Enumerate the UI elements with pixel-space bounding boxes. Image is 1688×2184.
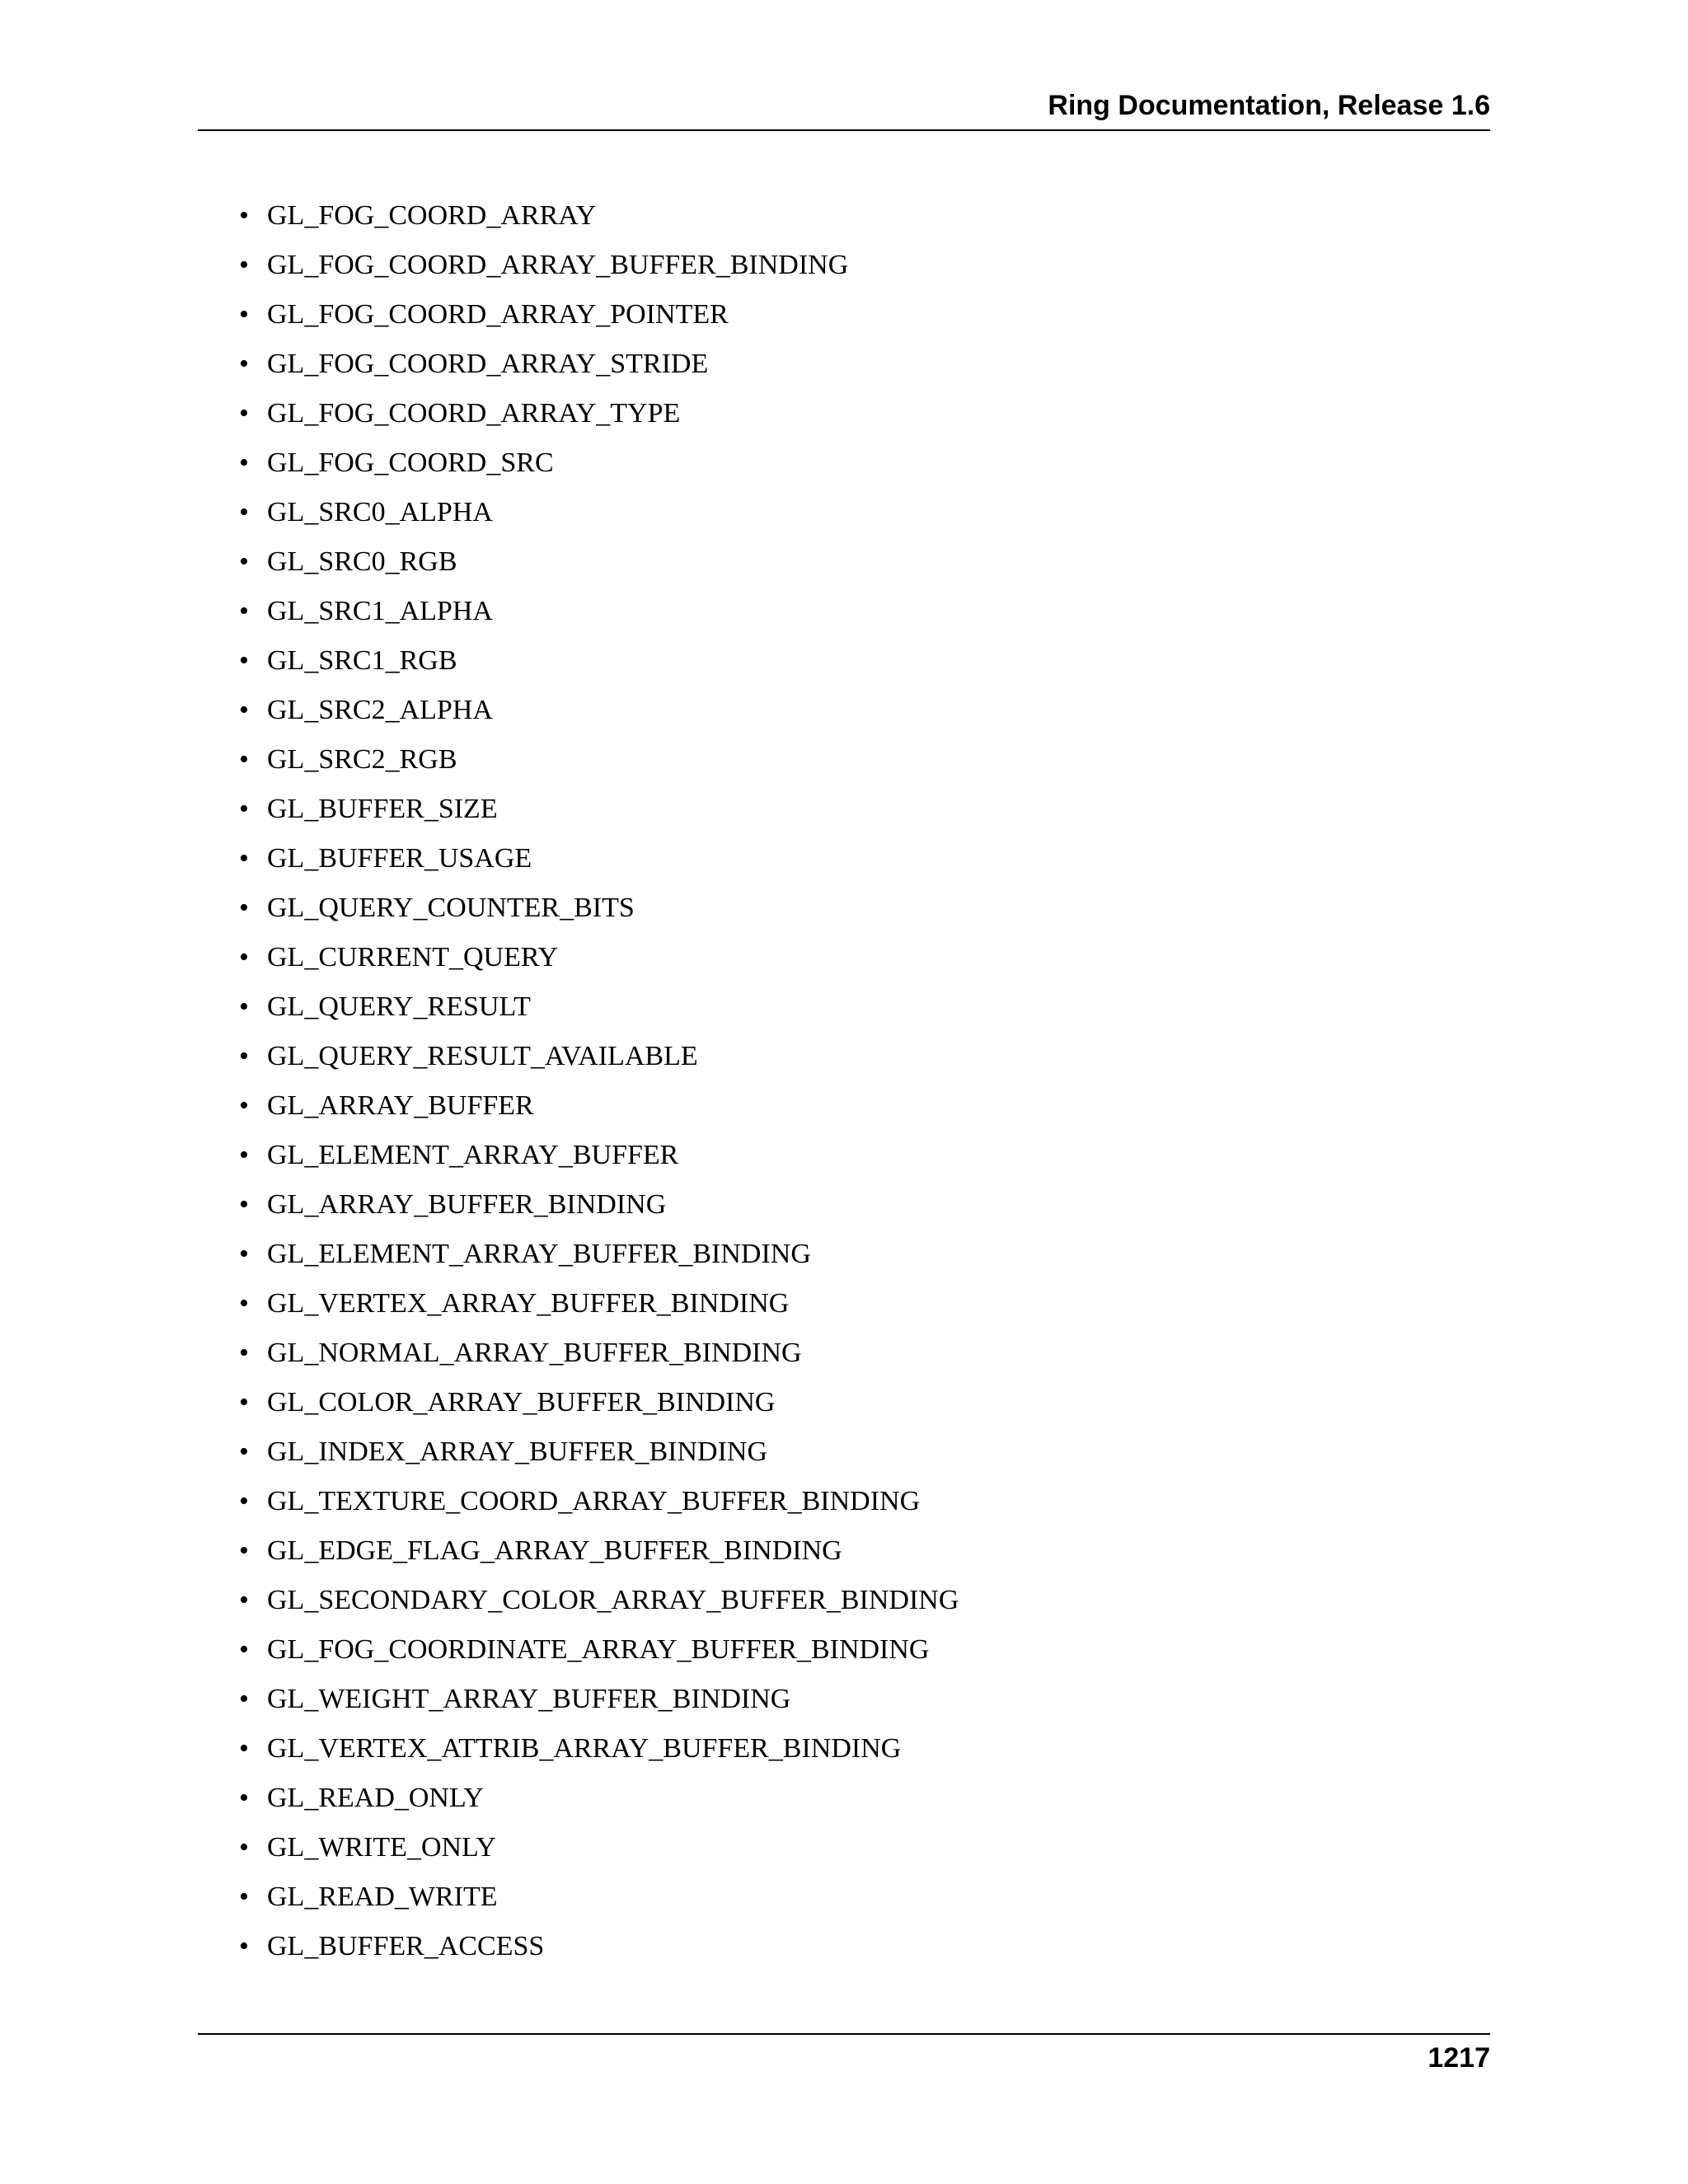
list-item: [239, 1333, 959, 1383]
bullet: •: [239, 1832, 249, 1863]
list-item-text: GL_FOG_COORD_ARRAY: [267, 200, 597, 231]
bullet: •: [239, 497, 249, 527]
list-item-text: GL_TEXTURE_COORD_ARRAY_BUFFER_BINDING: [267, 1486, 921, 1516]
bullet: •: [239, 200, 249, 231]
list-item-text: GL_ARRAY_BUFFER: [267, 1090, 534, 1121]
bullet: •: [239, 1041, 249, 1071]
list-item-text: GL_NORMAL_ARRAY_BUFFER_BINDING: [267, 1338, 802, 1368]
list-item-text: GL_FOG_COORD_ARRAY_POINTER: [267, 299, 729, 330]
bullet: •: [239, 1486, 249, 1516]
list-item-text: GL_BUFFER_ACCESS: [267, 1931, 545, 1961]
list-item: [239, 592, 959, 641]
list-item: [239, 1383, 959, 1432]
list-item-text: GL_SECONDARY_COLOR_ARRAY_BUFFER_BINDING: [267, 1585, 959, 1615]
list-item: [239, 1136, 959, 1185]
bullet: •: [239, 942, 249, 972]
bullet: •: [239, 1140, 249, 1170]
bullet: •: [239, 1733, 249, 1764]
list-item-text: GL_WEIGHT_ARRAY_BUFFER_BINDING: [267, 1684, 791, 1714]
list-item: [239, 1779, 959, 1828]
running-header-title: Ring Documentation, Release 1.6: [1048, 90, 1490, 121]
bullet: •: [239, 596, 249, 626]
list-item: [239, 987, 959, 1037]
list-item: [239, 1235, 959, 1284]
bullet: •: [239, 843, 249, 874]
bullet: •: [239, 1882, 249, 1912]
list-item-text: GL_SRC2_ALPHA: [267, 695, 493, 725]
list-item-text: GL_CURRENT_QUERY: [267, 942, 559, 972]
header-rule: [198, 129, 1490, 131]
list-item-text: GL_BUFFER_USAGE: [267, 843, 532, 874]
bullet: •: [239, 1783, 249, 1813]
list-item: [239, 1729, 959, 1779]
list-item-text: GL_QUERY_RESULT_AVAILABLE: [267, 1041, 698, 1071]
list-item-text: GL_SRC0_RGB: [267, 546, 457, 577]
list-item-text: GL_QUERY_COUNTER_BITS: [267, 893, 635, 923]
list-item-text: GL_ELEMENT_ARRAY_BUFFER_BINDING: [267, 1239, 811, 1269]
list-item: [239, 888, 959, 938]
list-item: [239, 542, 959, 592]
list-item-text: GL_FOG_COORD_ARRAY_BUFFER_BINDING: [267, 250, 849, 280]
list-item: [239, 344, 959, 394]
list-item: [239, 295, 959, 344]
bullet: •: [239, 991, 249, 1022]
page-number: 1217: [1428, 2042, 1490, 2074]
list-item-text: GL_SRC1_RGB: [267, 645, 457, 676]
bullet: •: [239, 645, 249, 676]
list-item: [239, 1284, 959, 1333]
list-item: [239, 1630, 959, 1680]
list-item-text: GL_FOG_COORD_ARRAY_STRIDE: [267, 349, 709, 379]
bullet: •: [239, 695, 249, 725]
list-item: [239, 1877, 959, 1927]
list-item-text: GL_READ_ONLY: [267, 1783, 484, 1813]
list-item-text: GL_SRC2_RGB: [267, 744, 457, 775]
bullet: •: [239, 1288, 249, 1319]
list-item: [239, 1680, 959, 1729]
list-item-text: GL_FOG_COORDINATE_ARRAY_BUFFER_BINDING: [267, 1634, 930, 1665]
list-item-text: GL_SRC0_ALPHA: [267, 497, 493, 527]
list-item: [239, 740, 959, 790]
list-item: [239, 938, 959, 987]
list-item: [239, 1927, 959, 1976]
list-item-text: GL_VERTEX_ARRAY_BUFFER_BINDING: [267, 1288, 790, 1319]
list-item-text: GL_VERTEX_ATTRIB_ARRAY_BUFFER_BINDING: [267, 1733, 902, 1764]
list-item-text: GL_WRITE_ONLY: [267, 1832, 496, 1863]
list-item: [239, 790, 959, 839]
list-item-text: GL_ARRAY_BUFFER_BINDING: [267, 1189, 667, 1220]
list-item: [239, 1037, 959, 1086]
list-item-text: GL_INDEX_ARRAY_BUFFER_BINDING: [267, 1436, 768, 1467]
list-item: [239, 1185, 959, 1235]
list-item: [239, 196, 959, 246]
list-item: [239, 246, 959, 295]
bullet: •: [239, 1931, 249, 1961]
bullet: •: [239, 546, 249, 577]
list-item-text: GL_EDGE_FLAG_ARRAY_BUFFER_BINDING: [267, 1535, 842, 1566]
list-item: [239, 839, 959, 888]
list-item: [239, 691, 959, 740]
list-item: [239, 1482, 959, 1531]
list-item: [239, 394, 959, 443]
list-item: [239, 443, 959, 493]
list-item-text: GL_FOG_COORD_SRC: [267, 448, 554, 478]
bullet: •: [239, 1090, 249, 1121]
bullet: •: [239, 1189, 249, 1220]
list-item: [239, 1086, 959, 1136]
list-item-text: GL_COLOR_ARRAY_BUFFER_BINDING: [267, 1387, 776, 1418]
bullet: •: [239, 1684, 249, 1714]
list-item-text: GL_ELEMENT_ARRAY_BUFFER: [267, 1140, 679, 1170]
bullet: •: [239, 250, 249, 280]
bullet: •: [239, 1387, 249, 1418]
list-item: [239, 1828, 959, 1877]
list-item: [239, 493, 959, 542]
bullet: •: [239, 398, 249, 429]
bullet: •: [239, 299, 249, 330]
bullet: •: [239, 794, 249, 824]
bullet: •: [239, 1535, 249, 1566]
bullet: •: [239, 349, 249, 379]
bullet: •: [239, 1585, 249, 1615]
list-item-text: GL_BUFFER_SIZE: [267, 794, 498, 824]
list-item-text: GL_QUERY_RESULT: [267, 991, 531, 1022]
bullet: •: [239, 448, 249, 478]
list-item: [239, 1531, 959, 1581]
list-item-text: GL_FOG_COORD_ARRAY_TYPE: [267, 398, 681, 429]
bullet: •: [239, 893, 249, 923]
list-item: [239, 1432, 959, 1482]
bullet: •: [239, 1239, 249, 1269]
list-item: [239, 641, 959, 691]
bullet: •: [239, 1634, 249, 1665]
list-item-text: GL_SRC1_ALPHA: [267, 596, 493, 626]
bullet: •: [239, 1338, 249, 1368]
bullet: •: [239, 1436, 249, 1467]
constant-list: [239, 196, 959, 1976]
footer-rule: [198, 2033, 1490, 2035]
bullet: •: [239, 744, 249, 775]
list-item: [239, 1581, 959, 1630]
list-item-text: GL_READ_WRITE: [267, 1882, 498, 1912]
